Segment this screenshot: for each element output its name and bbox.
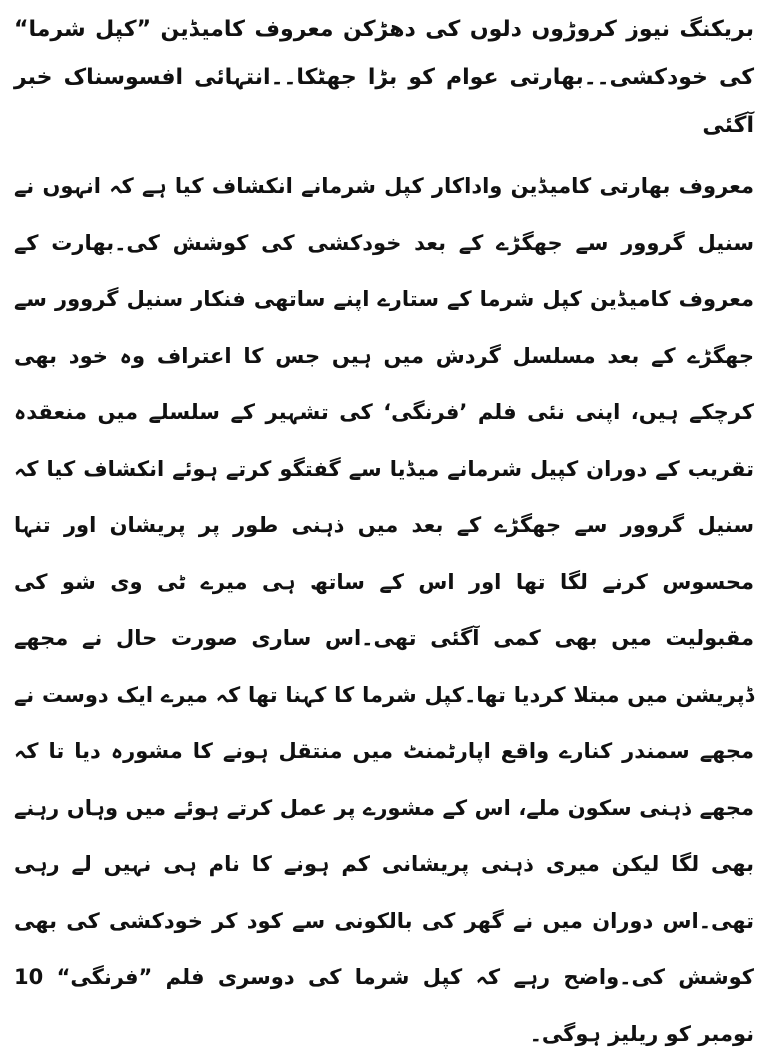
news-article [14, 6, 754, 1046]
article-body: معروف بھارتی کامیڈین واداکار کپل شرمانے انکشاف کیا ہے کہ انہوں نے سنیل گروور سے جھگڑے کے بعد خودکشی کی کوشش کی۔بھارت کے معروف کامیڈین کپل شرما کے ستارے اپنے ساتھی فنکار سنیل گروور سے جھگڑے کے بعد مسلسل گردش میں ہیں جس کا اعتراف وہ خود بھی کرچکے ہیں، اپنی نئی فلم ’فرنگی‘ کی تشہیر کے سلسلے میں منعقدہ تقریب کے دوران کپیل شرمانے میڈیا سے گفتگو کرتے ہوئے انکشاف کیا کہ سنیل گروور سے جھگڑے کے بعد میں ذہنی طور پر پریشان اور تنہا محسوس کرنے لگا تھا اور اس کے ساتھ ہی میرے ٹی وی شو کی مقبولیت میں بھی کمی آگئی تھی۔اس ساری صورت حال نے مجھے ڈپریشن میں مبتلا کردیا تھا۔کپل شرما کا کہنا تھا کہ میرے ایک دوست نے مجھے سمندر کنارے واقع اپارٹمنٹ میں منتقل ہونے کا مشورہ دیا تا کہ مجھے ذہنی سکون ملے، اس کے مشورے پر عمل کرتے ہوئے میں وہاں رہنے بھی لگا لیکن میری ذہنی پریشانی کم ہونے کا نام ہی نہیں لے رہی تھی۔اس دوران میں نے گھر کی بالکونی سے کود کر خودکشی کی بھی کوشش کی۔واضح رہے کہ کپل شرما کی دوسری فلم ”فرنگی“ 10 نومبر کو ریلیز ہوگی۔ [14, 174, 754, 1046]
article-headline: بریکنگ نیوز کروڑوں دلوں کی دھڑکن معروف کامیڈین ”کپل شرما“ کی خودکشی۔۔بھارتی عوام کو بڑا جھٹکا۔۔انتہائی افسوسناک خبر آگئی [14, 17, 754, 138]
